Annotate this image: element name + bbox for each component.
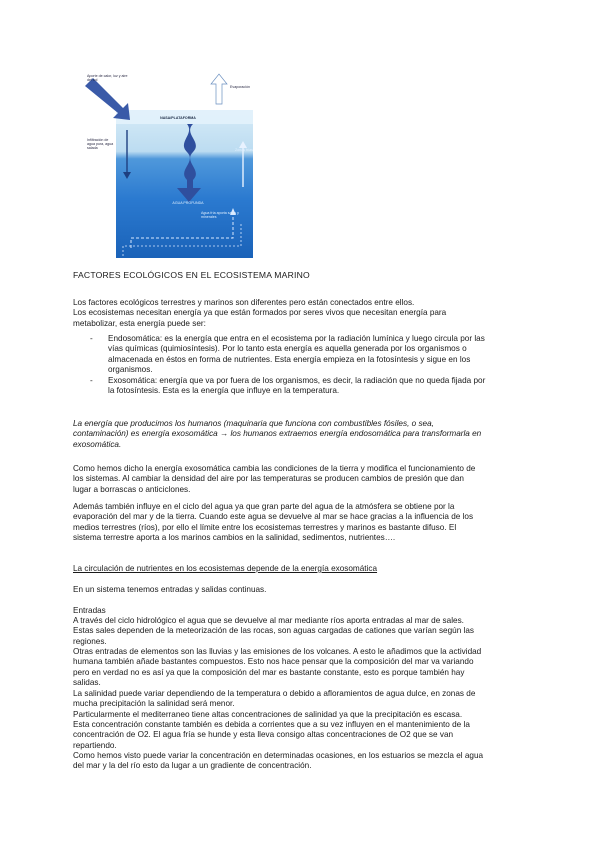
text-line: A través del ciclo hidrológico el agua que se devuelve al mar mediante ríos aporta entradas al mar de sales. xyxy=(73,616,464,625)
text-line: almacenada en éstos en forma de nutrientes. Esta energía empieza en la fotosíntesis y sigue en los xyxy=(108,354,471,364)
text-line: vías químicas (quimiosíntesis). Por lo tanto esta energía es aquella generada por los organismos o xyxy=(108,344,467,354)
text-line: sistema terrestre aporta a los marinos cambios en la salinidad, sedimentos, nutrientes…. xyxy=(73,533,396,543)
text-line: Otras entradas de elementos son las lluvias y las emisiones de los volcanes. A esto le añadimos que la actividad xyxy=(73,647,482,656)
figure-label-surface: NASA/PLATAFORMA xyxy=(160,116,196,120)
entradas-heading: Entradas xyxy=(73,606,106,615)
water-cycle-paragraph xyxy=(73,502,533,544)
figure-label-flow: Agua fría aporta sales y minerales xyxy=(201,211,239,220)
salinity-paragraph xyxy=(73,689,533,710)
text-line: evaporación del mar y de la tierra. Cuando este agua se devuelve al mar se hace gracias a la influencia de los xyxy=(73,512,474,522)
list-item-exosomatica xyxy=(90,376,533,397)
text-line: Además también influye en el ciclo del agua ya que gran parte del agua de la atmósfera se obtiene por la xyxy=(73,502,455,511)
salts-paragraph xyxy=(73,616,533,647)
text-line: Los factores ecológicos terrestres y marinos son diferentes pero están conectados entre ellos. xyxy=(73,298,415,307)
text-line: La energía que producimos los humanos (maquinaria que funciona con combustibles fósiles, o sea, xyxy=(73,419,434,428)
text-line: salidas. xyxy=(73,678,101,688)
text-line: contaminación) es energía exosomática → los humanos extraemos energía endosomática para transformarla en xyxy=(73,429,482,439)
intro-paragraph xyxy=(73,298,533,329)
diagram-graphic xyxy=(83,72,263,260)
text-line: Como hemos visto puede variar la concentración en determinadas ocasiones, en los estuarios se mezcla el agua xyxy=(73,751,484,760)
figure-label-left: Infiltración de agua pura, agua salada xyxy=(87,138,114,151)
text-line: Los ecosistemas necesitan energía ya que están formados por seres vivos que necesitan energía para xyxy=(73,308,447,318)
exosomatic-paragraph xyxy=(73,464,533,495)
mediterranean-line: Particularmente el mediterraneo tiene altas concentraciones de salinidad ya que la precipitación es escasa. xyxy=(73,710,463,719)
text-line: Esta concentración constante también es debida a corrientes que a su vez influyen en el mantenimiento de la xyxy=(73,720,470,729)
text-line: pero en verdad no es así ya que la composición del mar es bastante constante, esto es porque también hay xyxy=(73,667,465,677)
text-line: regiones. xyxy=(73,636,107,646)
energy-types-list xyxy=(90,334,533,396)
other-inputs-paragraph xyxy=(73,647,533,689)
text-line: Exosomática: energía que va por fuera de los organismos, es decir, la radiación que no queda fijada por xyxy=(108,375,486,385)
text-line: metabolizar, esta energía puede ser: xyxy=(73,318,206,328)
italic-note xyxy=(73,419,533,450)
list-dash: - xyxy=(90,334,93,343)
text-line: humana también añade bastantes compuestos. Esto nos hace pensar que la composición del mar va variando xyxy=(73,657,474,667)
list-dash: - xyxy=(90,375,93,385)
text-line: organismos. xyxy=(108,365,153,375)
text-line: la fotosíntesis. Esta es la energía que influye en la temperatura. xyxy=(108,386,340,396)
document-title: FACTORES ECOLÓGICOS EN EL ECOSISTEMA MARINO xyxy=(73,270,310,280)
water-body xyxy=(116,110,253,258)
currents-paragraph xyxy=(73,720,533,751)
text-line: del mar y la del río esto da lugar a un gradiente de concentración. xyxy=(73,761,312,771)
estuaries-paragraph xyxy=(73,751,533,772)
figure-label-sun: Aporte de calor, luz y aire del sol xyxy=(87,74,128,83)
text-line: mucha precipitación la salinidad será menor. xyxy=(73,699,235,709)
text-line: concentración de O2. El agua fría se hunde y esta lleva consigo altas concentraciones de O2 que se van xyxy=(73,730,454,740)
list-item-endosomatica xyxy=(90,334,533,376)
figure-label-deep: AGUA PROFUNDA xyxy=(172,201,204,205)
marine-ecosystem-diagram xyxy=(83,72,263,260)
text-line: los sistemas. Al cambiar la densidad del aire por las temperaturas se producen cambios de presión que dan xyxy=(73,474,464,484)
text-line: exosomática. xyxy=(73,439,122,449)
evaporation-arrow xyxy=(211,74,227,104)
text-line: lugar a borrascas o anticiclones. xyxy=(73,484,191,494)
figure-label-right: Zonas frías xyxy=(235,148,253,152)
figure-label-evaporation: Evaporación xyxy=(230,85,250,89)
sun-input-arrow xyxy=(85,78,130,120)
text-line: medios terrestres (ríos), por ello el límite entre los ecosistemas terrestres y marinos es bastante difuso. El xyxy=(73,522,457,532)
text-line: Estas sales dependen de la meteorización de las rocas, son aguas cargadas de cationes que varían según las xyxy=(73,626,474,636)
inputs-outputs-line: En un sistema tenemos entradas y salidas continuas. xyxy=(73,585,267,594)
text-line: Como hemos dicho la energía exosomática cambia las condiciones de la tierra y modifica el funcionamiento de xyxy=(73,464,476,473)
text-line: repartiendo. xyxy=(73,740,117,750)
text-line: Endosomática: es la energía que entra en el ecosistema por la radiación lumínica y luego circula por las xyxy=(108,334,485,343)
nutrients-heading: La circulación de nutrientes en los ecosistemas depende de la energía exosomática xyxy=(73,564,378,573)
text-line: La salinidad puede variar dependiendo de la temperatura o debido a afloramientos de agua dulce, en zonas de xyxy=(73,689,476,698)
